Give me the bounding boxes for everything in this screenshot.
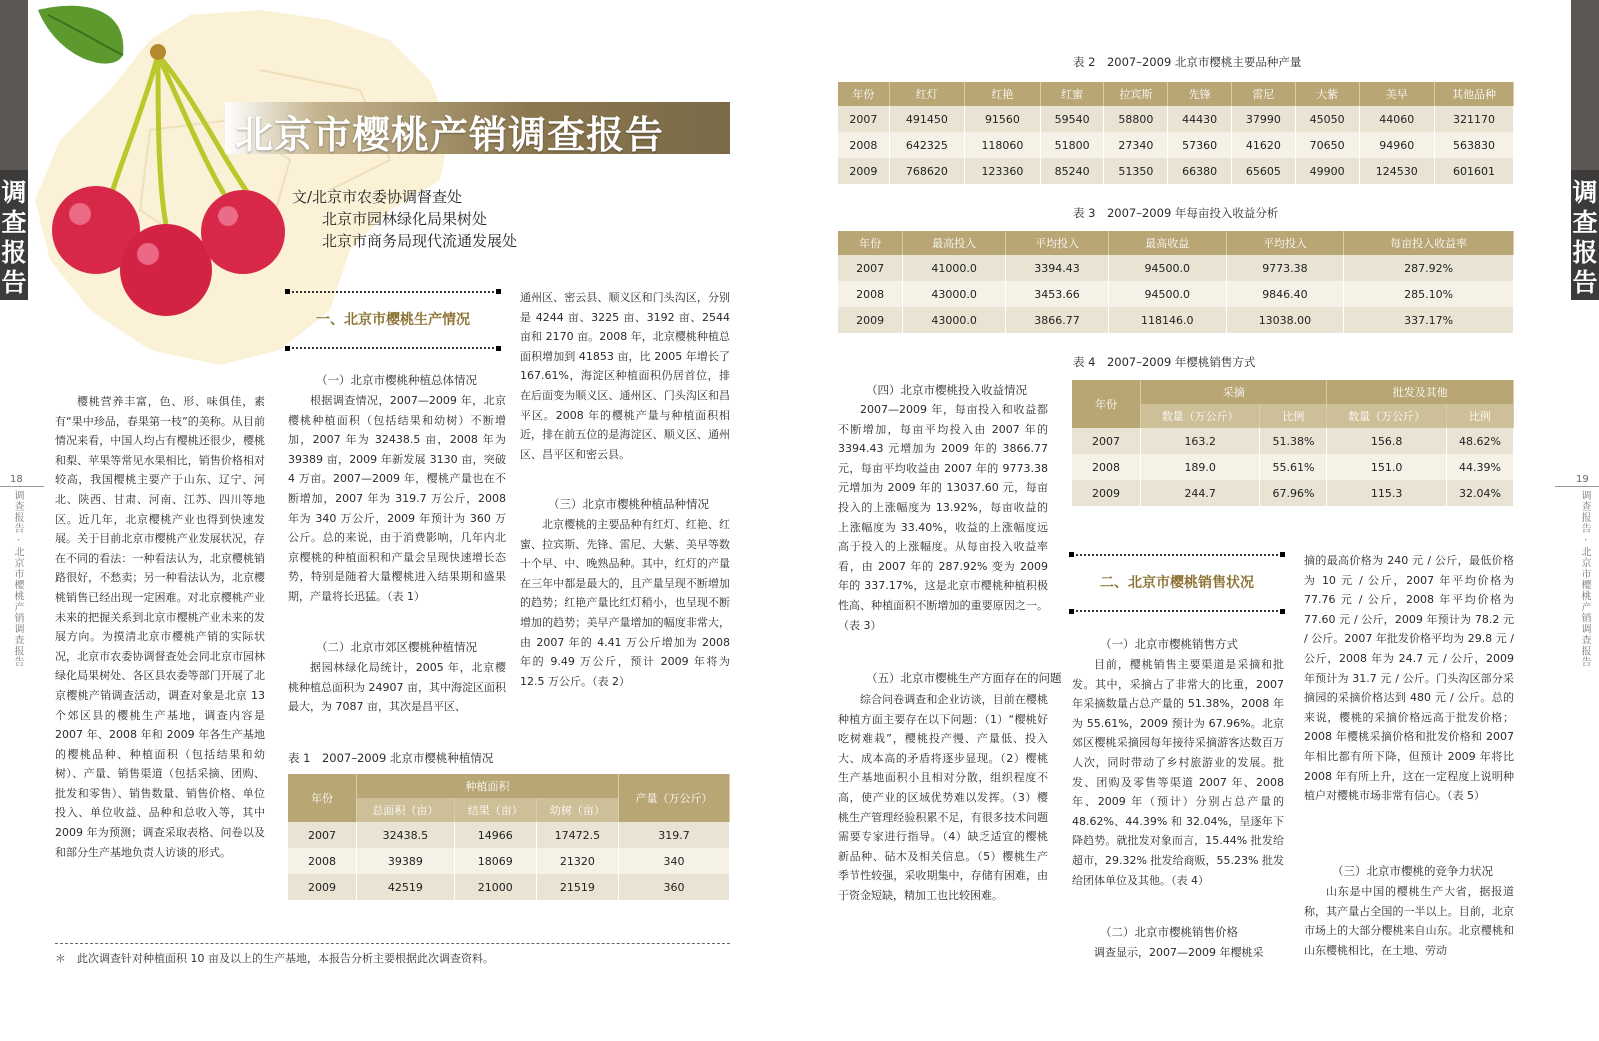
side-tab-right <box>1571 0 1599 300</box>
table-header: 先锋 <box>1168 82 1232 106</box>
page-caption-right: 调查报告 · 北京市樱桃产销调查报告 <box>1579 490 1590 668</box>
table-row: 2007 491450 91560 59540 58800 44430 37990 45050 44060 321170 <box>838 106 1514 132</box>
paragraph-col3: 通州区、密云县、顺义区和门头沟区，分别是 4244 亩、3225 亩、3192 亩、2544 亩和 2170 亩。2008 年，北京樱桃种植总面积增加到 41853 亩，比 2005 年增长了 167.61%，海淀区种植面积仍居首位，排在后面变为顺义区、通州区、门头沟区和昌平区。2008 年的樱桃产量与种植面积相近，排在前五位的是海淀区、顺义区、通州区、昌平区和密云县。 <box>520 291 730 461</box>
author-line: 北京市园林绿化局果树处 <box>322 210 488 228</box>
page-caption-left: 调查报告 · 北京市樱桃产销调查报告 <box>12 490 23 668</box>
table-header: 每亩投入收益率 <box>1344 231 1514 255</box>
caption-rule-left <box>0 486 44 487</box>
table-row: 2007 41000.0 3394.43 94500.0 9773.38 287.92% <box>838 255 1514 281</box>
table-header: 总面积（亩） <box>357 798 455 822</box>
table2-title: 表 2 2007–2009 北京市樱桃主要品种产量 <box>1073 55 1302 69</box>
table-header: 平均投入 <box>1226 231 1344 255</box>
subheading-sales-3: （三）北京市樱桃的竞争力状况 <box>1332 864 1493 878</box>
subheading-sales-2: （二）北京市樱桃销售价格 <box>1100 925 1238 939</box>
paragraph-sales-2: 调查显示，2007—2009 年樱桃采 <box>1094 946 1264 959</box>
leaf-icon <box>38 6 123 64</box>
table3 <box>838 231 1514 333</box>
subheading-5: （五）北京市樱桃生产方面存在的问题 <box>866 671 1062 685</box>
table-header: 比例 <box>1260 404 1327 428</box>
paragraph-col-r2: 摘的最高价格为 240 元 / 公斤，最低价格为 10 元 / 公斤，2007 年平均价格为 77.76 元 / 公斤，2008 年平均价格为 77.60 元 / 公斤，2009 年预计为 78.2 元 / 公斤。2007 年批发价格平均为 29.8 元 / 公斤，2008 年为 24.7 元 / 公斤，2009 年预计为 31.7 元 / 公斤。门头沟区部分采摘园的采摘价格达到 480 元 / 公斤。总的来说，樱桃的采摘价格远高于批发价格；2008 年樱桃采摘价格和批发价格和 2007 年相比都有所下降，但预计 2009 年将比 2008 年有所上升，这在一定程度上说明种植户对樱桃市场非常有信心。（表 5） <box>1304 554 1514 803</box>
author-line: 北京市商务局现代流通发展处 <box>322 232 518 250</box>
side-tab-label: 调查报告 <box>1 178 27 297</box>
caption-rule-right <box>1555 486 1599 487</box>
table-header: 种植面积 <box>357 774 619 798</box>
table-header: 最高收益 <box>1108 231 1226 255</box>
table2 <box>838 82 1514 184</box>
table-row: 2008 39389 18069 21320 340 <box>288 848 730 874</box>
table-header: 红蜜 <box>1040 82 1104 106</box>
table-header: 大紫 <box>1295 82 1359 106</box>
section-heading-1: 一、北京市樱桃生产情况 <box>288 291 498 349</box>
table4-title: 表 4 2007–2009 年樱桃销售方式 <box>1073 355 1256 369</box>
table-row: 2009 42519 21000 21519 360 <box>288 874 730 900</box>
table-header: 年份 <box>1072 380 1141 428</box>
tab-stripe <box>1571 0 1599 170</box>
subheading-3: （三）北京市樱桃种植品种情况 <box>548 497 709 511</box>
table1 <box>288 774 730 900</box>
paragraph-sales-3: 山东是中国的樱桃生产大省，据报道称，其产量占全国的一半以上。目前，北京市场上的大部分樱桃来自山东。北京樱桃和山东樱桃相比，在土地、劳动 <box>1304 885 1514 957</box>
section-heading-2: 二、北京市樱桃销售状况 <box>1072 554 1282 612</box>
cherry-icon <box>120 224 212 316</box>
page-number-right: 19 <box>1576 474 1589 485</box>
page-number-left: 18 <box>10 474 23 485</box>
footnote: ＊ 此次调查针对种植面积 10 亩及以上的生产基地，本报告分析主要根据此次调查资料。 <box>55 952 494 965</box>
table3-title: 表 3 2007–2009 年每亩投入收益分析 <box>1073 206 1279 220</box>
table-header: 采摘 <box>1141 380 1327 404</box>
authors-block <box>292 186 517 252</box>
subheading-1: （一）北京市樱桃种植总体情况 <box>316 373 477 387</box>
table-header: 比例 <box>1446 404 1513 428</box>
table-header: 年份 <box>288 774 357 822</box>
article-title: 北京市樱桃产销调查报告 <box>235 113 665 157</box>
table-header: 红艳 <box>965 82 1041 106</box>
paragraph-sales-1: 目前，樱桃销售主要渠道是采摘和批发。其中，采摘占了非常大的比重，2007 年采摘数量占总产量的 51.38%，2008 年为 55.61%，2009 预计为 67.96%。北京郊区樱桃采摘园每年接待采摘游客达数百万人次，同时带动了乡村旅游业的发展。批发、团购及零售等渠道 2007 年、2008 年、2009 年（预计）分别占总产量的 48.62%、44.39% 和 32.04%，呈逐年下降趋势。就批发对象而言，15.44% 批发给超市，29.32% 批发给商贩，55.23% 批发给团体单位及其他。（表 4） <box>1072 658 1284 887</box>
side-tab-label: 调查报告 <box>1572 178 1598 297</box>
table-header: 批发及其他 <box>1327 380 1514 404</box>
table-header: 雷尼 <box>1232 82 1296 106</box>
subheading-4: （四）北京市樱桃投入收益情况 <box>866 383 1027 397</box>
table-row: 2009 244.7 67.96% 115.3 32.04% <box>1072 480 1514 506</box>
intro-paragraph: 樱桃营养丰富，色、形、味俱佳，素有“果中珍品，春果第一枝”的美称。从目前情况来看，中国人均占有樱桃还很少，樱桃和梨、苹果等常见水果相比，销售价格相对较高，我国樱桃主要产于山东、辽宁、河北、陕西、甘肃、河南、江苏、四川等地区。近几年，北京樱桃产业也得到快速发展。关于目前北京市樱桃产业发展状况，存在不同的看法：一种看法认为，北京樱桃销路很好，不愁卖；另一种看法认为，北京樱桃销售已经出现一定困难。对北京樱桃产业未来的把握关系到北京市樱桃产业未来的发展方向。为摸清北京市樱桃产销的实际状况，北京市农委协调督查处会同北京市园林绿化局果树处、各区县农委等部门开展了北京樱桃产销调查活动，调查对象是北京 13 个郊区县的樱桃生产基地，调查内容是 2007 年、2008 年和 2009 年各生产基地的樱桃品种、种植面积（包括结果和幼树）、产量、销售渠道（包括采摘、团购、批发和零售）、销售数量、销售价格、单位投入、单位收益、品种和总收入等，其中 2009 年为预测；调查采取表格、问卷以及和部分生产基地负责人访谈的形式。 <box>55 395 265 859</box>
paragraph-sub3: 北京樱桃的主要品种有红灯、红艳、红蜜、拉宾斯、先锋、雷尼、大紫、美早等数十个早、中、晚熟品种。其中，红灯的产量在三年中都是最大的，且产量呈现不断增加的趋势；红艳产量比红灯稍小，也呈现不断增加的趋势；美早产量增加的幅度非常大，由 2007 年的 4.41 万公斤增加为 2008 年的 9.49 万公斤，预计 2009 年将为 12.5 万公斤。（表 2） <box>520 518 730 688</box>
paragraph-sub5: 综合问卷调查和企业访谈，目前在樱桃种植方面主要存在以下问题：（1）“樱桃好吃树难栽”，樱桃投产慢、产量低、投入大、成本高的矛盾将逐步显现。（2）樱桃生产基地面积小且相对分散，组织程度不高，使产业的区域优势难以发挥。（3）樱桃生产管理经验积累不足，有很多技术问题需要专家进行指导。（4）缺乏适宜的樱桃新品种、砧木及相关信息。（5）樱桃生产季节性较强，采收期集中，存储有困难，由于资金短缺，精加工也比较困难。 <box>838 693 1048 902</box>
author-line: 文/北京市农委协调督查处 <box>292 188 463 206</box>
table-header: 产量（万公斤） <box>619 774 730 822</box>
table-row: 2008 43000.0 3453.66 94500.0 9846.40 285.10% <box>838 281 1514 307</box>
table-row: 2008 189.0 55.61% 151.0 44.39% <box>1072 454 1514 480</box>
paragraph-sub4: 2007—2009 年，每亩投入和收益都不断增加，每亩平均投入由 2007 年的 3394.43 元增加为 2009 年的 3866.77 元，每亩平均收益由 2007 年的 9773.38 元增加为 2009 年的 13037.60 元，每亩投入的上涨幅度为 13.92%，每亩收益的上涨幅度为 33.40%，收益的上涨幅度远高于投入的上涨幅度。从每亩投入收益率看，由 2007 年的 287.92% 变为 2009 年的 337.17%，这是北京市樱桃种植积极性高、种植面积不断增加的重要原因之一。（表 3） <box>838 403 1048 632</box>
footnote-rule <box>55 943 730 944</box>
table-header: 最高投入 <box>903 231 1006 255</box>
subheading-sales-1: （一）北京市樱桃销售方式 <box>1100 637 1238 651</box>
table-header: 拉宾斯 <box>1104 82 1168 106</box>
table-header: 其他品种 <box>1435 82 1514 106</box>
table-header: 平均投入 <box>1006 231 1109 255</box>
table-row: 2009 43000.0 3866.77 118146.0 13038.00 337.17% <box>838 307 1514 333</box>
table1-title: 表 1 2007–2009 北京市樱桃种植情况 <box>288 751 494 765</box>
table-header: 幼树（亩） <box>536 798 618 822</box>
table-row: 2007 32438.5 14966 17472.5 319.7 <box>288 822 730 848</box>
table-header: 数量（万公斤） <box>1141 404 1260 428</box>
cherry-icon <box>201 190 285 274</box>
cherry-illustration <box>18 0 288 320</box>
subheading-2: （二）北京市郊区樱桃种植情况 <box>316 640 477 654</box>
table-row: 2008 642325 118060 51800 27340 57360 41620 70650 94960 563830 <box>838 132 1514 158</box>
table-header: 年份 <box>838 82 889 106</box>
table-header: 美早 <box>1359 82 1435 106</box>
table-header: 红灯 <box>889 82 965 106</box>
table-row: 2007 163.2 51.38% 156.8 48.62% <box>1072 428 1514 454</box>
table-header: 结果（亩） <box>454 798 536 822</box>
table4 <box>1072 380 1514 506</box>
table-row: 2009 768620 123360 85240 51350 66380 65605 49900 124530 601601 <box>838 158 1514 184</box>
paragraph-sub1: 根据调查情况，2007—2009 年，北京樱桃种植面积（包括结果和幼树）不断增加，2007 年为 32438.5 亩，2008 年为 39389 亩，2009 年新发展 3130 亩，突破 4 万亩。2007—2009 年，樱桃产量也在不断增加，2007 年为 319.7 万公斤，2008 年为 340 万公斤，2009 年预计为 360 万公斤。总的来说，由于消费影响，几年内北京樱桃的种植面积和产量会呈现快速增长态势，特别是随着大量樱桃进入结果期和盛果期，产量将长迅猛。（表 1） <box>288 394 506 603</box>
table-header: 数量（万公斤） <box>1327 404 1446 428</box>
paragraph-sub2: 据园林绿化局统计，2005 年，北京樱桃种植总面积为 24907 亩，其中海淀区面积最大，为 7087 亩，其次是昌平区、 <box>288 661 506 714</box>
table-header: 年份 <box>838 231 903 255</box>
